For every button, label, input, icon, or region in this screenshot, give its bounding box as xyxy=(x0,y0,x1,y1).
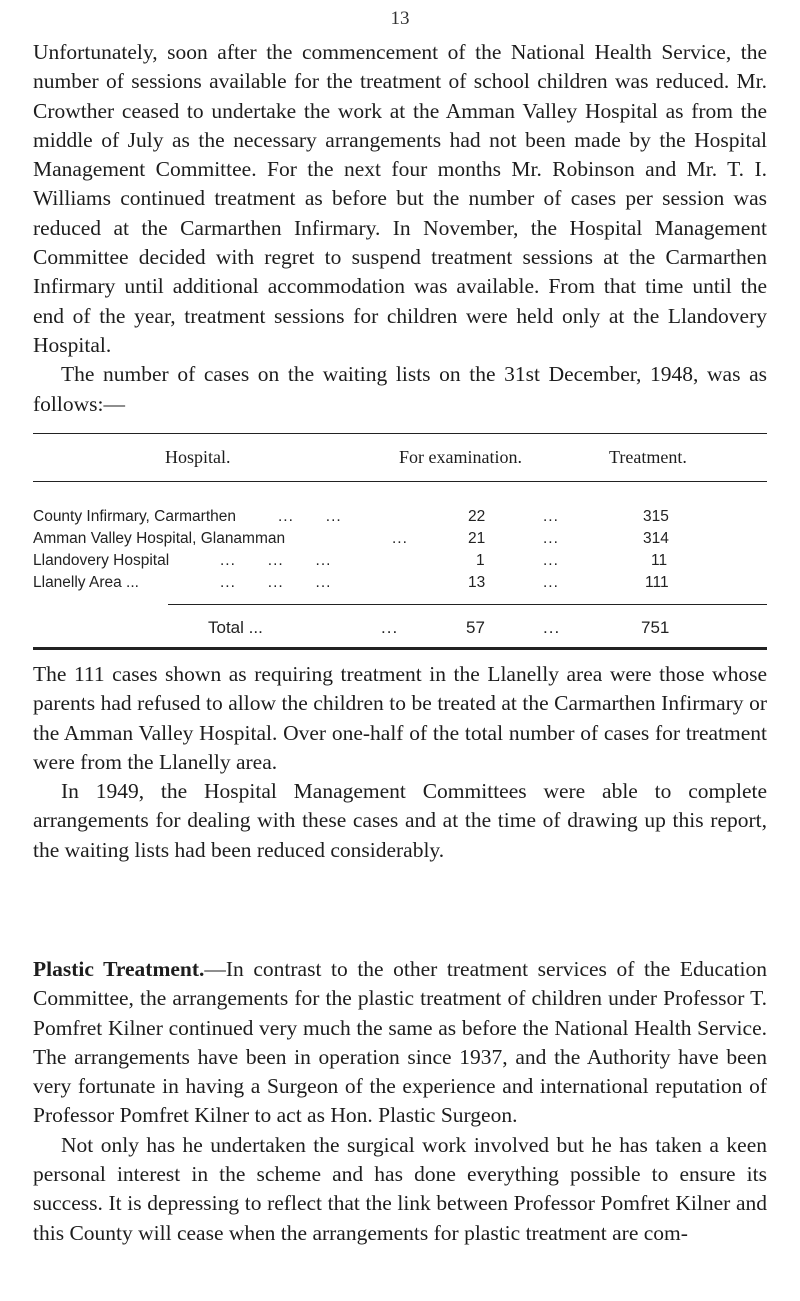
treatment-count: 11 xyxy=(651,552,668,569)
paragraph: The 111 cases shown as requiring treatment in the Llanelly area were those whose parents had refused to allow the children to be treated at the Carmarthen Infirmary or the Amman Valley Hospital. Over one-half of the total number of cases for treatment were from the Llanelly area. xyxy=(33,662,767,774)
header-treatment: Treatment. xyxy=(609,447,687,467)
paragraph: In 1949, the Hospital Management Committees were able to complete arrangements for dealing with these cases and at the time of drawing up this report, the waiting lists had been reduced considerably. xyxy=(33,779,767,862)
table-total-row xyxy=(33,618,767,640)
leader-dots: ... ... ... xyxy=(220,552,332,569)
hospital-name: Llanelly Area ... xyxy=(33,574,139,591)
table-row xyxy=(33,530,767,552)
paragraph: Unfortunately, soon after the commencement of the National Health Service, the number of sessions available for the treatment of school children was reduced. Mr. Crowther ceased to undertake the work at the Amman Valley Hospital as from the middle of July as the necessary arrangements had not been made by the Hospital Management Committee. For the next four months Mr. Robinson and Mr. T. I. Williams continued treatment as before but the number of cases per session was reduced at the Carmarthen Infirmary. In November, the Hospital Management Committee decided with regret to suspend treatment sessions at the Carmarthen Infirmary until additional accommodation was available. From that time until the end of the year, treatment sessions for children were held only at the Llandovery Hospital. xyxy=(33,40,767,357)
paragraph xyxy=(33,955,767,1131)
leader-dots: ... xyxy=(543,508,559,525)
examination-count: 1 xyxy=(476,552,485,569)
section-text: —In contrast to the other treatment services of the Education Committee, the arrangements for the plastic treatment of children under Professor T. Pomfret Kilner continued very much the same as before the National Health Service. The arrangements have been in operation since 1937, and the Authority have been very fortunate in having a Surgeon of the experience and international reputation of Professor Pomfret Kilner to act as Hon. Plastic Surgeon. xyxy=(33,957,767,1128)
plastic-treatment-section xyxy=(33,955,767,1248)
page-number: 13 xyxy=(390,8,410,29)
treatment-count: 314 xyxy=(643,530,669,547)
treatment-count: 315 xyxy=(643,508,669,525)
total-examination: 57 xyxy=(466,618,485,637)
waiting-list-commentary xyxy=(33,660,767,865)
paragraph: Not only has he undertaken the surgical work involved but he has taken a keen personal interest in the scheme and has done everything possible to ensure its success. It is depressing to reflect that the link between Professor Pomfret Kilner and this County will cease when the arrangements for plastic treatment are com- xyxy=(33,1132,767,1245)
hospital-name: Amman Valley Hospital, Glanamman xyxy=(33,530,286,547)
total-treatment: 751 xyxy=(641,618,670,637)
leader-dots: ... xyxy=(543,552,559,569)
table-header-row xyxy=(33,447,767,477)
intro-paragraphs xyxy=(33,38,767,419)
treatment-count: 111 xyxy=(645,574,669,591)
leader-dots: ... ... xyxy=(278,508,342,525)
examination-count: 22 xyxy=(468,508,486,525)
hospital-name: County Infirmary, Carmarthen xyxy=(33,508,236,525)
examination-count: 13 xyxy=(468,574,486,591)
header-hospital: Hospital. xyxy=(165,447,231,467)
table-row xyxy=(33,508,767,530)
leader-dots: ... xyxy=(543,618,561,637)
leader-dots: ... xyxy=(381,618,399,637)
header-examination: For examination. xyxy=(399,447,522,467)
section-heading: Plastic Treatment. xyxy=(33,957,205,981)
leader-dots: ... ... ... xyxy=(220,574,332,591)
paragraph: The number of cases on the waiting lists on the 31st December, 1948, was as follows:— xyxy=(33,362,767,416)
total-label: Total ... xyxy=(208,618,263,637)
leader-dots: ... xyxy=(543,574,559,591)
leader-dots: ... xyxy=(543,530,559,547)
table-row xyxy=(33,552,767,574)
leader-dots: ... xyxy=(392,530,408,547)
hospital-name: Llandovery Hospital xyxy=(33,552,170,569)
waiting-list-table xyxy=(33,433,767,637)
examination-count: 21 xyxy=(468,530,486,547)
table-row xyxy=(33,574,767,596)
